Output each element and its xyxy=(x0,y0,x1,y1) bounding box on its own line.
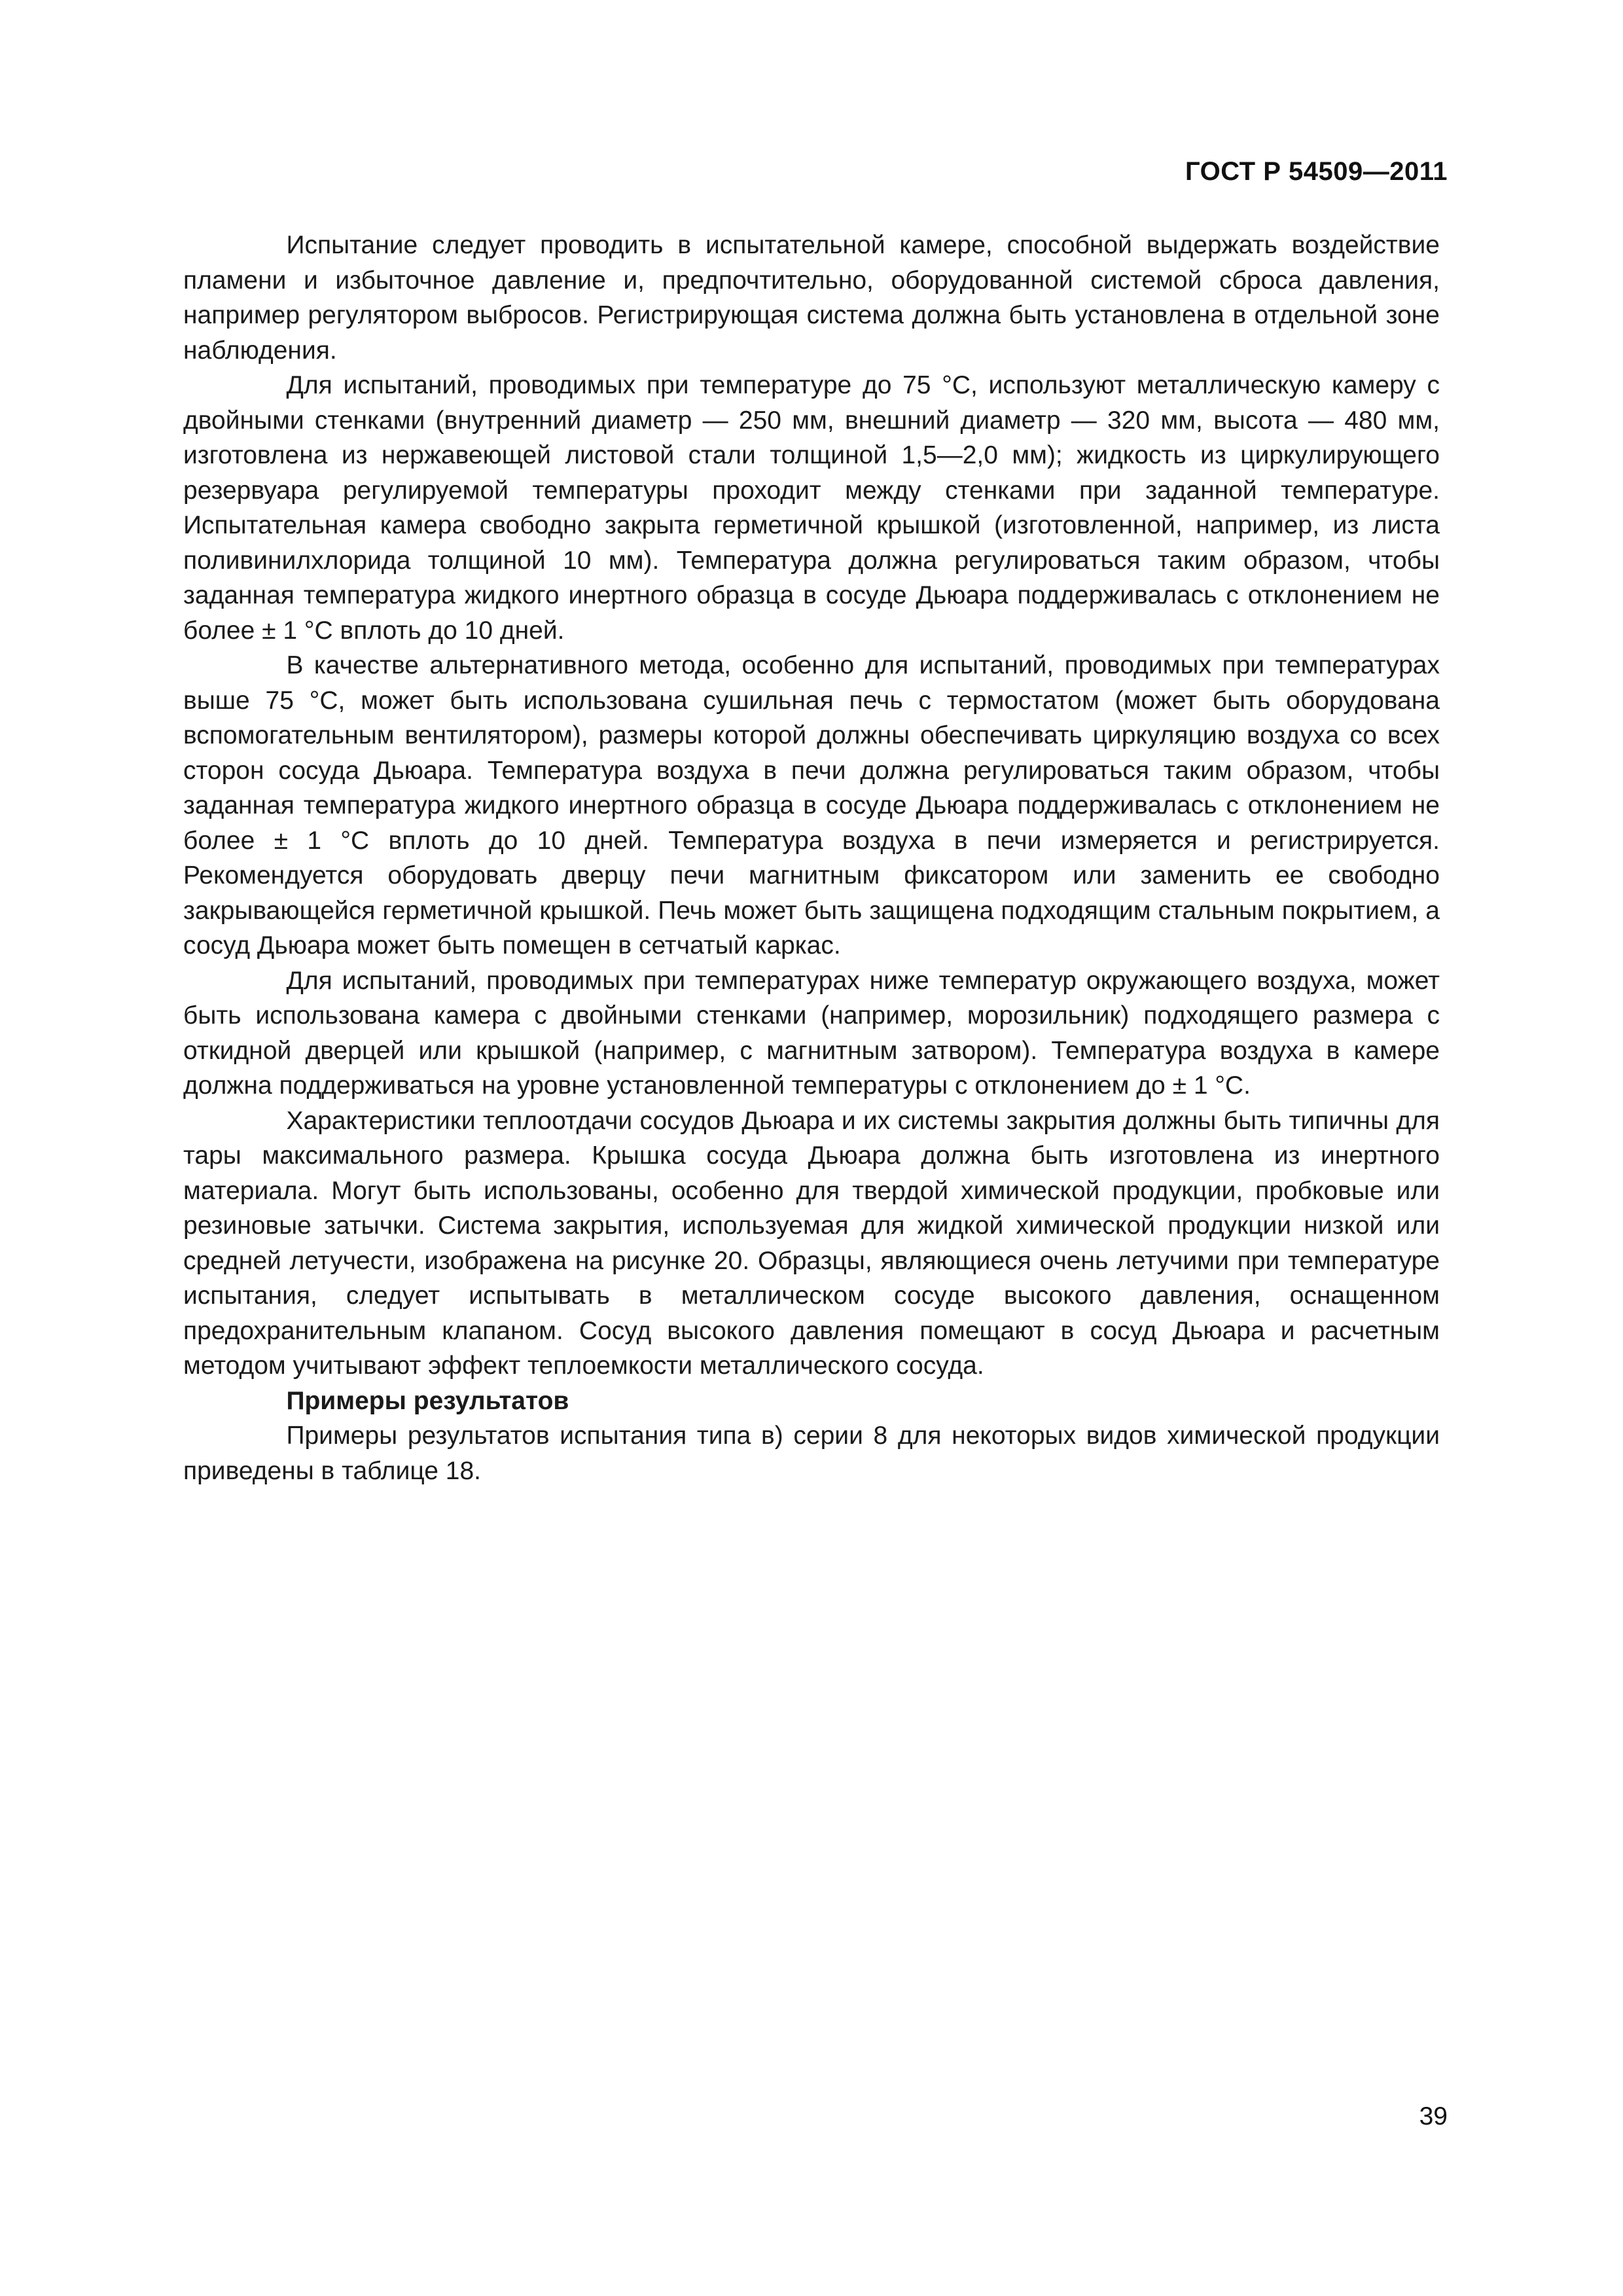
page-number: 39 xyxy=(1419,2102,1448,2130)
paragraph: Характеристики теплоотдачи сосудов Дьюара и их системы закрытия должны быть типичны для тары максимального размера. Крышка сосуда Дьюара должна быть изготовлена из инертного материала. Могут быть использованы, особенно для твердой химической продукции, пробковые или резиновые затычки. Система закрытия, используемая для жидкой химической продукции низкой или средней летучести, изображена на рисунке 20. Образцы, являющиеся очень летучими при температуре испытания, следует испытывать в металлическом сосуде высокого давления, оснащенном предохранительным клапаном. Сосуд высокого давления помещают в сосуд Дьюара и расчетным методом учитывают эффект теплоемкости металлического сосуда. xyxy=(183,1106,1440,1380)
section-heading: Примеры результатов xyxy=(286,1386,569,1415)
body-text xyxy=(183,228,1440,1488)
paragraph: Для испытаний, проводимых при температуре до 75 °C, используют металлическую камеру с двойными стенками (внутренний диаметр — 250 мм, внешний диаметр — 320 мм, высота — 480 мм, изготовлена из нержавеющей листовой стали толщиной 1,5—2,0 мм); жидкость из циркулирующего резервуара регулируемой температуры проходит между стенками при заданной температуре. Испытательная камера свободно закрыта герметичной крышкой (изготовленной, например, из листа поливинилхлорида толщиной 10 мм). Температура должна регулироваться таким образом, чтобы заданная температура жидкого инертного образца в сосуде Дьюара поддерживалась с отклонением не более ± 1 °C вплоть до 10 дней. xyxy=(183,371,1440,645)
paragraph: Примеры результатов испытания типа в) серии 8 для некоторых видов химической продукции приведены в таблице 18. xyxy=(183,1422,1440,1485)
paragraph: Для испытаний, проводимых при температурах ниже температур окружающего воздуха, может быть использована камера с двойными стенками (например, морозильник) подходящего размера с откидной дверцей или крышкой (например, с магнитным затвором). Температура воздуха в камере должна поддерживаться на уровне установленной температуры с отклонением до ± 1 °C. xyxy=(183,966,1440,1100)
standard-designation: ГОСТ Р 54509—2011 xyxy=(1185,157,1448,186)
paragraph: В качестве альтернативного метода, особенно для испытаний, проводимых при температурах выше 75 °C, может быть использована сушильная печь с термостатом (может быть оборудована вспомогательным вентилятором), размеры которой должны обеспечивать циркуляцию воздуха со всех сторон сосуда Дьюара. Температура воздуха в печи должна регулироваться таким образом, чтобы заданная температура жидкого инертного образца в сосуде Дьюара поддерживалась с отклонением не более ± 1 °C вплоть до 10 дней. Температура воздуха в печи измеряется и регистрируется. Рекомендуется оборудовать дверцу печи магнитным фиксатором или заменить ее свободно закрывающейся герметичной крышкой. Печь может быть защищена подходящим стальным покрытием, а сосуд Дьюара может быть помещен в сетчатый каркас. xyxy=(183,651,1440,960)
paragraph: Испытание следует проводить в испытательной камере, способной выдержать воздействие пламени и избыточное давление и, предпочтительно, оборудованной системой сброса давления, например регулятором выбросов. Регистрирующая система должна быть установлена в отдельной зоне наблюдения. xyxy=(183,231,1440,365)
